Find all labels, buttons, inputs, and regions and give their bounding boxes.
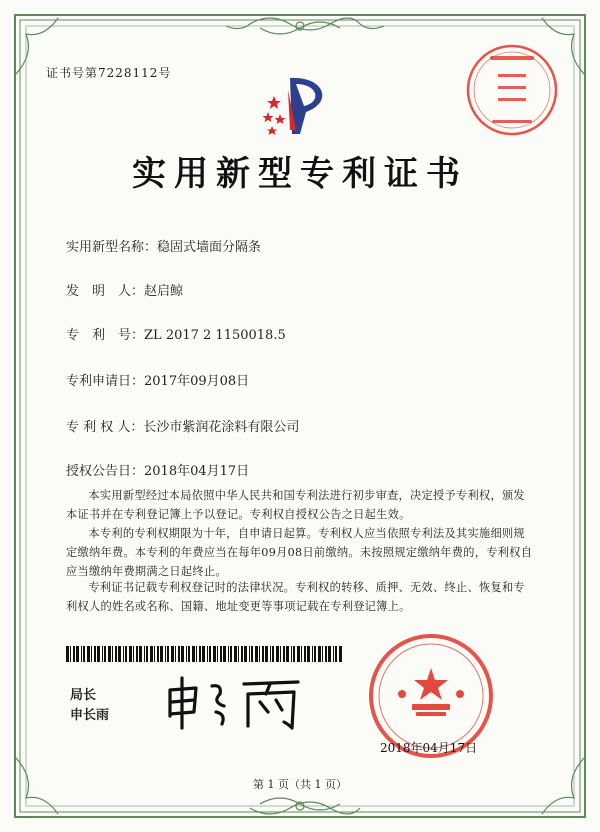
field-value: 赵启鲸 bbox=[144, 284, 184, 299]
field-label: 授权公告日： bbox=[66, 464, 145, 479]
director-name: 申长雨 bbox=[70, 708, 110, 723]
agency-seal bbox=[462, 40, 562, 144]
field-label: 专 利 号： bbox=[66, 328, 145, 343]
field-value: 长沙市紫润花涂料有限公司 bbox=[143, 420, 300, 435]
patent-number-row bbox=[66, 324, 286, 343]
director-title: 局长 bbox=[70, 688, 97, 703]
field-value: 2018年04月17日 bbox=[144, 464, 250, 479]
filing-date-row bbox=[66, 370, 249, 389]
field-label: 专 利 权 人： bbox=[66, 420, 144, 435]
inventor-row bbox=[66, 280, 183, 299]
patentee-row bbox=[66, 416, 299, 435]
grant-date-row bbox=[66, 460, 249, 479]
certificate-title: 实用新型专利证书 bbox=[132, 154, 468, 194]
utility-model-name-row bbox=[66, 236, 261, 255]
certificate-number: 证书号第7228112号 bbox=[46, 66, 172, 80]
field-label: 发 明 人： bbox=[66, 284, 145, 299]
body-paragraph: 本专利的专利权期限为十年，自申请日起算。专利权人应当依照专利法及其实施细则规定缴纳年费。本专利的年费应当在每年09月08日前缴纳。未按照规定缴纳年费的，专利权自应当缴纳年费期满之日起终止。 bbox=[66, 527, 533, 578]
cnipa-logo bbox=[260, 72, 340, 146]
body-paragraph: 专利证书记载专利权登记时的法律状况。专利权的转移、质押、无效、终止、恢复和专利权人的姓名或名称、国籍、地址变更等事项记载在专利登记簿上。 bbox=[66, 581, 525, 613]
barcode bbox=[66, 646, 342, 662]
field-label: 实用新型名称： bbox=[66, 240, 158, 255]
field-value: 2017年09月08日 bbox=[144, 374, 250, 389]
director-signature bbox=[160, 672, 310, 736]
body-paragraph: 本实用新型经过本局依照中华人民共和国专利法进行初步审查，决定授予专利权，颁发本证书并在专利登记簿上予以登记。专利权自授权公告之日起生效。 bbox=[66, 489, 525, 521]
field-label: 专利申请日： bbox=[66, 374, 145, 389]
field-value: 稳固式墙面分隔条 bbox=[157, 240, 262, 255]
seal-date: 2018年04月17日 bbox=[380, 741, 478, 755]
page-footer: 第 1 页（共 1 页） bbox=[253, 778, 347, 791]
director-block bbox=[70, 686, 109, 726]
field-value: ZL 2017 2 1150018.5 bbox=[144, 328, 286, 343]
